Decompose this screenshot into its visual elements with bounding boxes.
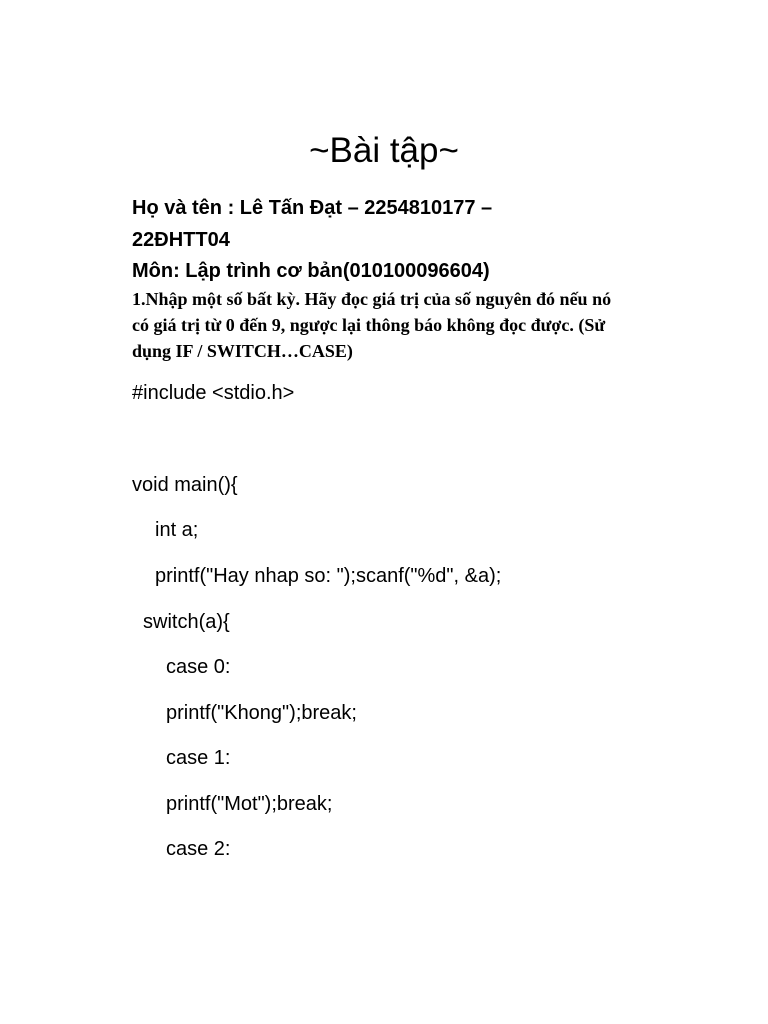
code-line: printf("Hay nhap so: ");scanf("%d", &a); — [155, 565, 502, 587]
code-line: case 2: — [166, 838, 231, 860]
page-title: ~Bài tập~ — [309, 131, 459, 170]
code-line: void main(){ — [132, 474, 238, 496]
code-line: printf("Mot");break; — [166, 793, 333, 815]
code-line: printf("Khong");break; — [166, 702, 357, 724]
course-info: Môn: Lập trình cơ bản(010100096604) — [132, 260, 490, 282]
code-line: switch(a){ — [143, 611, 230, 633]
task-description: 1.Nhập một số bất kỳ. Hãy đọc giá trị của số nguyên đó nếu nó có giá trị từ 0 đến 9, ngược lại thông báo không đọc được. (Sử dụng IF / SWITCH…CASE) — [132, 289, 612, 361]
code-line: case 0: — [166, 656, 231, 678]
code-line: int a; — [155, 519, 199, 541]
student-info: Họ và tên : Lê Tấn Đạt – 2254810177 – 22ĐHTT04 — [132, 197, 493, 251]
code-line: case 1: — [166, 747, 231, 769]
code-line: #include <stdio.h> — [132, 382, 295, 404]
